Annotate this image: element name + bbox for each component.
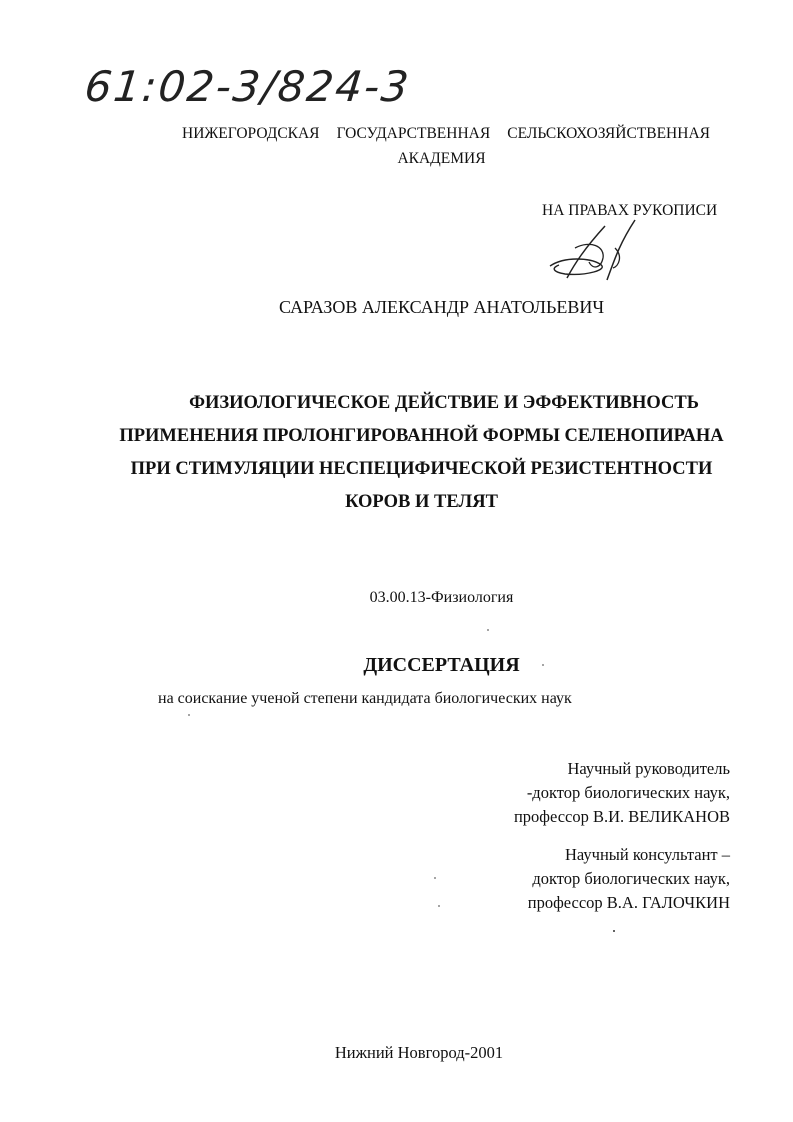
- scan-speck: [613, 930, 615, 932]
- supervisor-role: Научный руководитель: [567, 759, 730, 778]
- manuscript-rights-label: НА ПРАВАХ РУКОПИСИ: [542, 202, 718, 219]
- dissertation-title-line-3: ПРИ СТИМУЛЯЦИИ НЕСПЕЦИФИЧЕСКОЙ РЕЗИСТЕНТНОСТИ: [130, 459, 713, 479]
- institution-word-1: НИЖЕГОРОДСКАЯ: [182, 125, 320, 142]
- consultant-role: Научный консультант –: [565, 845, 730, 864]
- catalog-number: 61:02-3/824-3: [82, 62, 413, 111]
- supervisor-name: профессор В.И. ВЕЛИКАНОВ: [513, 807, 730, 826]
- supervisor-block: [514, 757, 730, 829]
- handwritten-signature: [545, 218, 655, 288]
- consultant-name: профессор В.А. ГАЛОЧКИН: [527, 893, 730, 912]
- supervisor-degree: -доктор биологических наук,: [526, 783, 730, 802]
- scan-speck: [434, 877, 436, 879]
- city-year: Нижний Новгород-2001: [334, 1043, 504, 1062]
- institution-line-1: [182, 125, 710, 143]
- scan-speck: [487, 629, 489, 631]
- institution-word-3: СЕЛЬСКОХОЗЯЙСТВЕННАЯ: [507, 125, 710, 142]
- institution-word-2: ГОСУДАРСТВЕННАЯ: [336, 125, 491, 142]
- author-name: САРАЗОВ АЛЕКСАНДР АНАТОЛЬЕВИЧ: [278, 297, 605, 317]
- consultant-block: [528, 843, 730, 915]
- document-type-heading: ДИССЕРТАЦИЯ: [363, 654, 520, 676]
- dissertation-title-line-1: ФИЗИОЛОГИЧЕСКОЕ ДЕЙСТВИЕ И ЭФФЕКТИВНОСТЬ: [189, 393, 699, 413]
- dissertation-title-line-4: КОРОВ И ТЕЛЯТ: [345, 492, 498, 512]
- dissertation-title-line-2: ПРИМЕНЕНИЯ ПРОЛОНГИРОВАННОЙ ФОРМЫ СЕЛЕНОПИРАНА: [119, 426, 724, 446]
- scan-speck: [438, 905, 440, 907]
- specialty-code: 03.00.13-Физиология: [369, 589, 514, 606]
- consultant-degree: доктор биологических наук,: [532, 869, 730, 888]
- scan-speck: [188, 714, 190, 716]
- scan-speck: [542, 664, 544, 666]
- institution-line-2: АКАДЕМИЯ: [397, 150, 486, 167]
- degree-statement: на соискание ученой степени кандидата биологических наук: [158, 690, 572, 707]
